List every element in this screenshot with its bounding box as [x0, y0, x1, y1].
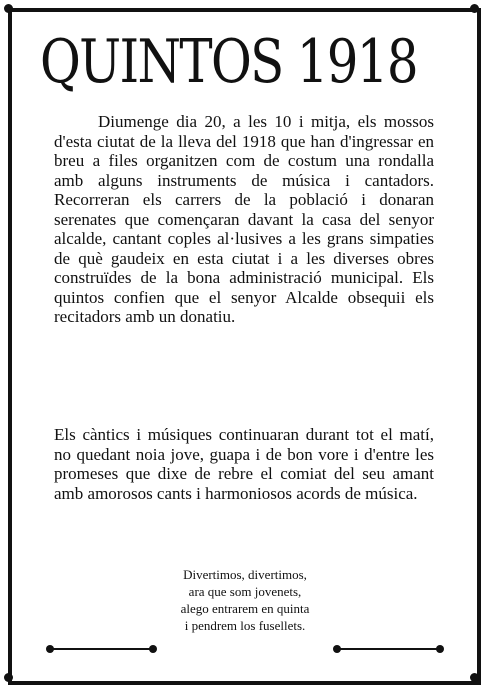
verse-line: i pendrem los fusellets. — [184, 618, 306, 633]
announcement-paragraph: Diumenge dia 20, a les 10 i mitja, els mossos d'esta ciutat de la lleva del 1918 que han d'ingressar en breu a files organitzen com de costum una rondalla amb alguns instruments de música i cantadors. Recorreran els carrers de la població i donaran serenates que començaran davant la casa del senyor alcalde, cantant coples al·lusives a les grans simpaties de què gaudeix en esta ciutat i a les diverses obres construïdes de la bona administració municipal. Els quintos confien que el senyor Alcalde obsequii els recitadors amb un donatiu. — [54, 112, 434, 326]
corner-ornament-bottom-left — [4, 673, 13, 682]
corner-ornament-top-right — [470, 4, 479, 13]
left-rule-dot-outer — [46, 645, 54, 653]
poster-title: QUINTOS 1918 — [40, 27, 417, 97]
verse-line: alego entrarem en quinta — [180, 601, 310, 616]
corner-ornament-bottom-right — [470, 673, 479, 682]
left-divider-rule — [50, 648, 152, 650]
verse-line: Divertimos, divertimos, — [183, 567, 307, 582]
corner-ornament-top-left — [4, 4, 13, 13]
verse-line: ara que som jovenets, — [188, 584, 302, 599]
festivities-paragraph: Els càntics i músiques continuaran durant tot el matí, no quedant noia jove, guapa i de bon vore i d'entre les promeses que dixe de rebre el comiat del seu amant amb amorosos cants i harmoniosos acords de música. — [54, 425, 434, 503]
right-rule-dot-outer — [436, 645, 444, 653]
right-divider-rule — [337, 648, 439, 650]
left-rule-dot-inner — [149, 645, 157, 653]
verse-block — [120, 566, 370, 634]
right-rule-dot-inner — [333, 645, 341, 653]
